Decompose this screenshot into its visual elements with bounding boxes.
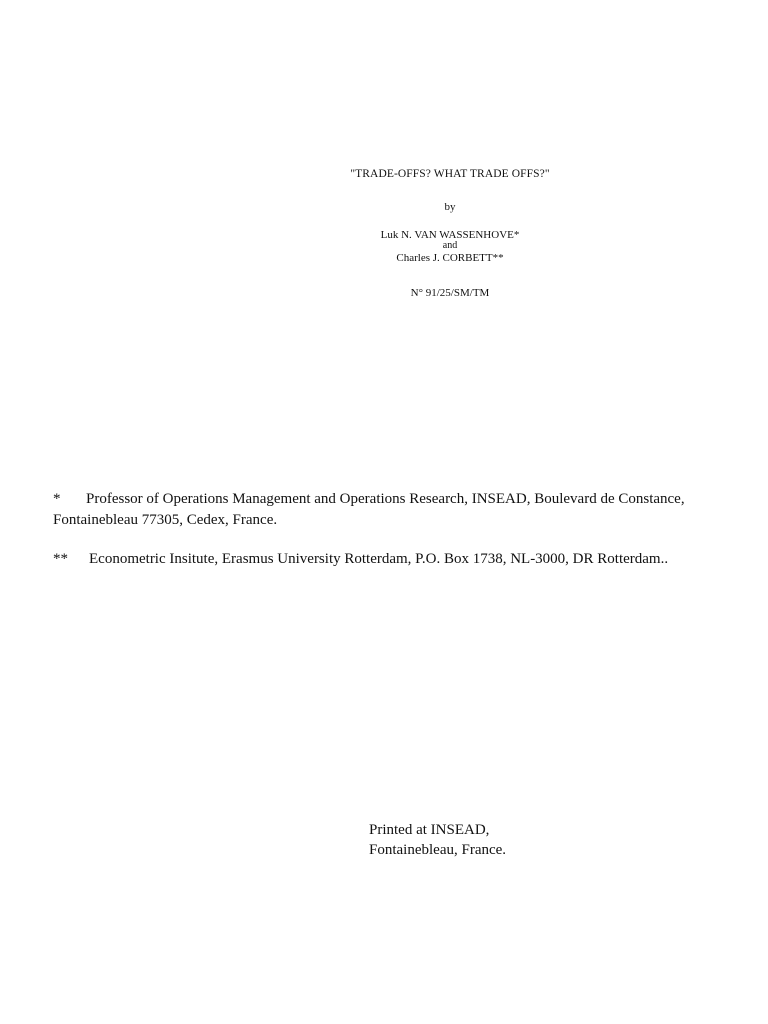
report-title: "TRADE-OFFS? WHAT TRADE OFFS?" xyxy=(350,168,550,180)
author-2: Charles J. CORBETT** xyxy=(396,252,504,264)
footnote-marker: * xyxy=(53,491,61,507)
and-label: and xyxy=(442,240,458,251)
printed-line-1: Printed at INSEAD, xyxy=(369,822,490,838)
footnote-text-continued: Fontainebleau 77305, Cedex, France. xyxy=(53,512,278,528)
footnote-author-1 xyxy=(53,489,743,531)
report-number: N° 91/25/SM/TM xyxy=(410,287,490,299)
author-1: Luk N. VAN WASSENHOVE* xyxy=(380,229,520,241)
footnote-text: Professor of Operations Management and Operations Research, INSEAD, Boulevard de Constance, xyxy=(86,491,685,507)
footnote-text: Econometric Insitute, Erasmus University Rotterdam, P.O. Box 1738, NL-3000, DR Rotterdam.. xyxy=(89,551,669,567)
footnote-line xyxy=(53,549,743,570)
footnote-author-2 xyxy=(53,549,743,570)
by-label: by xyxy=(444,201,456,213)
printed-line-2: Fontainebleau, France. xyxy=(369,842,507,858)
footnote-line xyxy=(53,489,743,510)
footnote-marker: ** xyxy=(53,551,68,567)
printed-at xyxy=(369,820,506,860)
